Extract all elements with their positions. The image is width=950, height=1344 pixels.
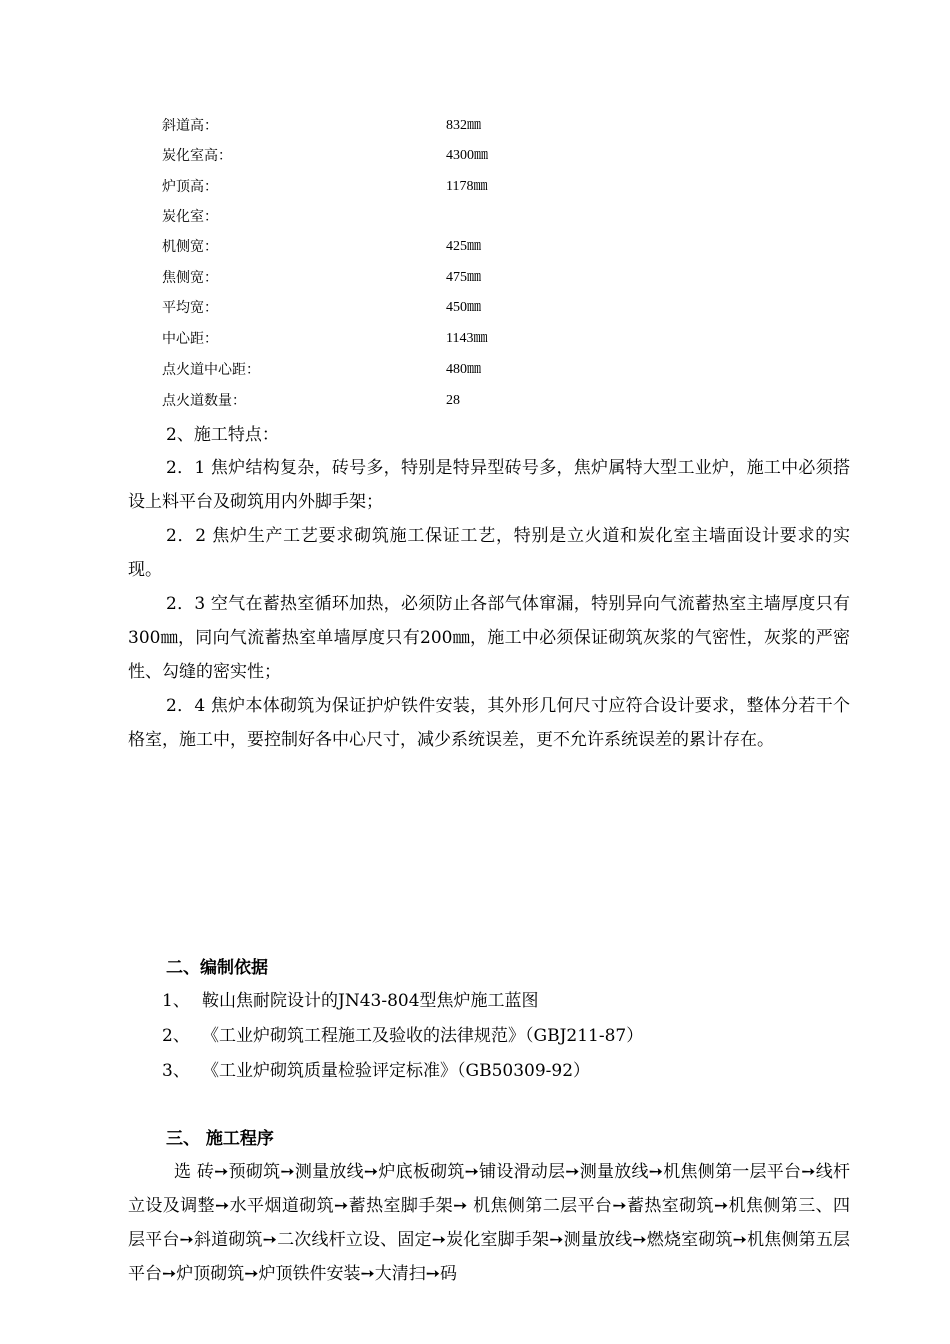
spec-value: 1143㎜ bbox=[446, 331, 488, 346]
spec-value: 832㎜ bbox=[446, 118, 481, 133]
spec-value: 480㎜ bbox=[446, 362, 481, 377]
reference-item bbox=[162, 1056, 590, 1086]
spec-value: 450㎜ bbox=[446, 300, 481, 315]
spec-label: 炭化室高： bbox=[162, 148, 232, 164]
spec-row bbox=[162, 294, 862, 322]
spec-row bbox=[162, 233, 862, 261]
spec-label: 炉顶高： bbox=[162, 179, 218, 195]
spec-label: 斜道高： bbox=[162, 118, 218, 134]
reference-text: 《工业炉砌筑质量检验评定标准》（GB50309-92） bbox=[202, 1061, 591, 1081]
reference-number: 2、 bbox=[162, 1026, 190, 1046]
spec-row bbox=[162, 264, 862, 292]
reference-text: 鞍山焦耐院设计的JN43-804型焦炉施工蓝图 bbox=[202, 991, 539, 1011]
spec-value: 4300㎜ bbox=[446, 148, 488, 163]
spec-value: 28 bbox=[446, 393, 460, 408]
spec-row bbox=[162, 173, 862, 201]
spec-label: 点火道数量： bbox=[162, 393, 246, 409]
spec-row bbox=[162, 112, 862, 140]
feature-paragraph: 2．1 焦炉结构复杂，砖号多，特别是特异型砖号多，焦炉属特大型工业炉，施工中必须搭设上料平台及砌筑用内外脚手架； bbox=[128, 458, 850, 512]
spec-label: 炭化室： bbox=[162, 209, 218, 225]
spec-row bbox=[162, 387, 862, 415]
reference-item bbox=[162, 1021, 643, 1051]
reference-number: 1、 bbox=[162, 991, 190, 1011]
spec-value: 475㎜ bbox=[446, 270, 481, 285]
spec-row bbox=[162, 142, 862, 170]
section-heading-procedure: 三、 施工程序 bbox=[166, 1129, 274, 1149]
spec-label: 平均宽： bbox=[162, 300, 218, 316]
procedure-paragraph: 选 砖➙预砌筑➙测量放线➙炉底板砌筑➙铺设滑动层➙测量放线➙机焦侧第一层平台➙线杆立设及调整➙水平烟道砌筑➙蓄热室脚手架➙ 机焦侧第二层平台➙蓄热室砌筑➙机焦侧第三、四层平台➙斜道砌筑➙二次线杆立设、固定➙炭化室脚手架➙测量放线➙燃烧室砌筑➙机焦侧第五层平台➙炉顶砌筑➙炉顶铁件安装➙大清扫➙码 bbox=[128, 1162, 850, 1284]
spec-row bbox=[162, 325, 862, 353]
reference-number: 3、 bbox=[162, 1061, 190, 1081]
feature-paragraph: 2．4 焦炉本体砌筑为保证护炉铁件安装，其外形几何尺寸应符合设计要求，整体分若干个格室，施工中，要控制好各中心尺寸，减少系统误差，更不允许系统误差的累计存在。 bbox=[128, 696, 850, 750]
reference-text: 《工业炉砌筑工程施工及验收的法律规范》（GBJ211-87） bbox=[202, 1026, 644, 1046]
spec-label: 中心距： bbox=[162, 331, 218, 347]
spec-row bbox=[162, 356, 862, 384]
feature-paragraph: 2．3 空气在蓄热室循环加热，必须防止各部气体窜漏，特别异向气流蓄热室主墙厚度只有300㎜，同向气流蓄热室单墙厚度只有200㎜，施工中必须保证砌筑灰浆的气密性，灰浆的严密性、勾缝的密实性； bbox=[128, 594, 850, 682]
section-subheading: 2、施工特点： bbox=[166, 425, 279, 445]
feature-paragraph: 2．2 焦炉生产工艺要求砌筑施工保证工艺，特别是立火道和炭化室主墙面设计要求的实现。 bbox=[128, 526, 850, 580]
spec-label: 焦侧宽： bbox=[162, 270, 218, 286]
spec-value: 1178㎜ bbox=[446, 179, 488, 194]
spec-row bbox=[162, 203, 862, 231]
spec-label: 机侧宽： bbox=[162, 239, 218, 255]
spec-label: 点火道中心距： bbox=[162, 362, 260, 378]
section-heading-basis: 二、编制依据 bbox=[166, 958, 268, 978]
spec-value: 425㎜ bbox=[446, 239, 481, 254]
reference-item bbox=[162, 986, 539, 1016]
